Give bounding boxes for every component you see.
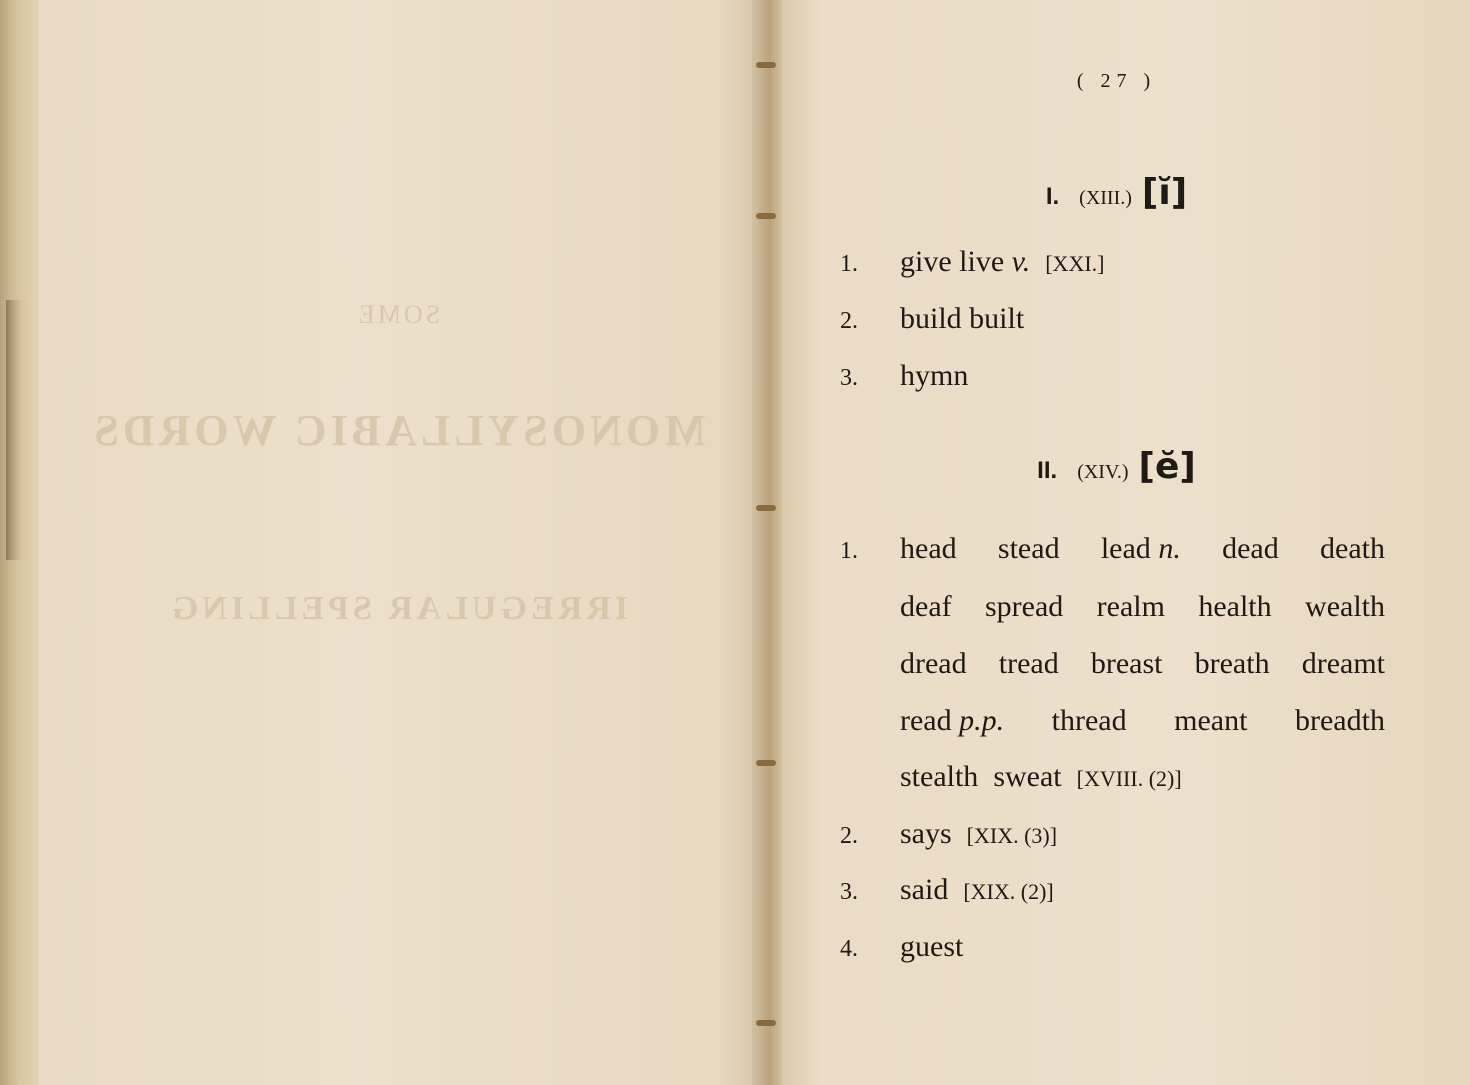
bleed-through-line: SOME <box>355 300 441 329</box>
word-line: head stead lead n. dead death <box>900 532 1385 565</box>
torn-page-edge <box>6 300 30 560</box>
binding-stitch <box>756 760 776 766</box>
list-item <box>840 930 1440 964</box>
part-of-speech: n. <box>1158 532 1181 565</box>
item-note: [XIX. (3)] <box>966 823 1058 848</box>
item-note: [XVIII. (2)] <box>1076 766 1182 791</box>
binding-stitch <box>756 505 776 511</box>
section-reference: (XIV.) <box>1077 461 1129 483</box>
item-number: 2. <box>840 308 858 334</box>
item-number: 1. <box>840 538 858 564</box>
item-words: build built <box>900 302 1025 335</box>
section-numeral: II. <box>1037 457 1058 484</box>
item-number: 3. <box>840 365 858 391</box>
word-line: deaf spread realm health wealth <box>900 590 1385 623</box>
word-line: read p.p. thread meant breadth <box>900 704 1385 737</box>
section-heading <box>790 172 1443 213</box>
part-of-speech: v. <box>1011 245 1031 278</box>
binding-stitch <box>756 213 776 219</box>
item-number: 4. <box>840 936 858 962</box>
sound-symbol: [ĭ] <box>1141 172 1188 213</box>
item-words: hymn <box>900 359 969 392</box>
item-number: 1. <box>840 251 858 277</box>
section-numeral: I. <box>1045 183 1060 210</box>
section-reference: (XIII.) <box>1079 187 1132 209</box>
item-number: 3. <box>840 879 858 905</box>
item-words: says [XIX. (3)] <box>900 817 1058 850</box>
part-of-speech: p.p. <box>959 704 1005 737</box>
word-line: dread tread breast breath dreamt <box>900 647 1385 680</box>
list-item <box>840 359 1440 393</box>
item-words: give live v. [XXI.] <box>900 245 1105 278</box>
sound-symbol: [ĕ] <box>1138 446 1196 487</box>
page-number: ( 27 ) <box>1076 70 1157 92</box>
section-heading <box>790 446 1443 487</box>
book-gutter <box>752 0 782 1085</box>
list-item <box>840 245 1440 279</box>
binding-stitch <box>756 1020 776 1026</box>
bleed-through-line: IRREGULAR SPELLING <box>167 590 629 627</box>
bleed-through-line: MONOSYLLABIC WORDS <box>90 406 706 455</box>
list-item <box>840 873 1440 907</box>
item-words: guest <box>900 930 964 963</box>
item-number: 2. <box>840 823 858 849</box>
left-page <box>38 0 758 1085</box>
binding-stitch <box>756 62 776 68</box>
right-page <box>790 0 1450 1085</box>
item-note: [XXI.] <box>1045 251 1105 276</box>
word-line: stealth sweat [XVIII. (2)] <box>900 760 1182 793</box>
list-item <box>840 302 1440 336</box>
item-words: said [XIX. (2)] <box>900 873 1054 906</box>
list-item <box>840 817 1440 851</box>
item-note: [XIX. (2)] <box>963 879 1054 904</box>
